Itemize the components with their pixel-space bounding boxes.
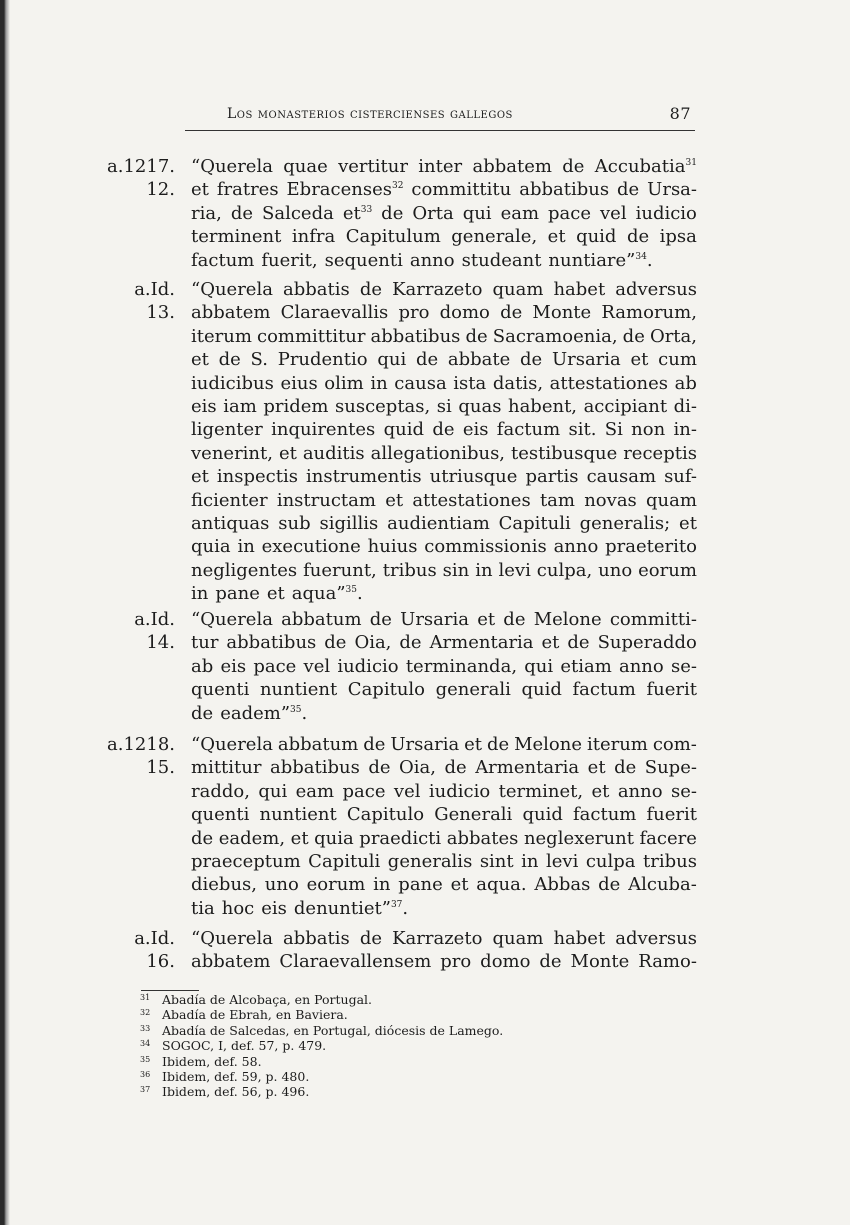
footnote-number: 36 bbox=[140, 1069, 151, 1079]
text-line: abbatem Claraevallensem pro domo de Monte Ramo- bbox=[191, 951, 697, 973]
footnote-number: 35 bbox=[140, 1054, 151, 1064]
footnote-number: 34 bbox=[140, 1039, 151, 1049]
text-line: abbatem Claraevallis pro domo de Monte Ramorum, bbox=[191, 302, 697, 324]
text-line: quenti nuntient Capitulo Generali quid factum fuerit bbox=[191, 804, 697, 826]
text-line: negligentes fuerunt, tribus sin in levi culpa, uno eorum bbox=[191, 559, 697, 581]
footnote bbox=[140, 1069, 660, 1084]
text-line: terminent infra Capitulum generale, et quid de ipsa bbox=[191, 226, 697, 248]
text-line: mittitur abbatibus de Oia, de Armentaria et de Supe- bbox=[191, 757, 697, 779]
margin-date: a.Id. bbox=[134, 609, 175, 630]
text-line: “Querela abbatis de Karrazeto quam habet adversus bbox=[191, 279, 697, 300]
footnote bbox=[140, 992, 660, 1007]
text-line: iudicibus eius olim in causa ista datis, attestationes ab bbox=[191, 372, 697, 394]
text-line: quenti nuntient Capitulo generali quid factum fuerit bbox=[191, 679, 697, 701]
text-line: diebus, uno eorum in pane et aqua. Abbas de Alcuba- bbox=[191, 874, 697, 896]
margin-date: a.Id. bbox=[134, 279, 175, 300]
text-line: ficienter instructam et attestationes tam novas quam bbox=[191, 489, 697, 511]
text-line: in pane et aqua”$^{35}$. bbox=[191, 583, 363, 605]
margin-number: 14. bbox=[146, 632, 175, 654]
text-line: tia hoc eis denuntiet”$^{37}$. bbox=[191, 897, 409, 919]
text-line: ligenter inquirentes quid de eis factum sit. Si non in- bbox=[191, 419, 697, 441]
footnote-number: 32 bbox=[140, 1008, 151, 1018]
footnote bbox=[140, 1007, 660, 1022]
footnote-text: Ibidem, def. 59, p. 480. bbox=[162, 1068, 310, 1084]
footnote-marker[interactable]: 33 bbox=[360, 204, 373, 215]
footnote-number: 33 bbox=[140, 1023, 151, 1033]
footnotes bbox=[140, 992, 660, 1100]
margin-number: 15. bbox=[146, 757, 175, 779]
footnote-text: Ibidem, def. 56, p. 496. bbox=[162, 1084, 310, 1100]
margin-date: a.1218. bbox=[107, 734, 175, 755]
text-line: “Querela abbatis de Karrazeto quam habet adversus bbox=[191, 928, 697, 949]
footnote-marker[interactable]: 32 bbox=[391, 181, 404, 192]
text-line: de eadem, et quia praedicti abbates neglexerunt facere bbox=[191, 827, 697, 849]
text-line: ab eis pace vel iudicio terminanda, qui etiam anno se- bbox=[191, 655, 697, 677]
text-line: de eadem”$^{35}$. bbox=[191, 702, 308, 724]
margin-date: a.1217. bbox=[107, 156, 175, 177]
text-line: “Querela abbatum de Ursaria et de Melone iterum com- bbox=[191, 734, 697, 755]
text-line: venerint, et auditis allegationibus, testibusque receptis bbox=[191, 442, 697, 464]
text-line: “Querela quae vertitur inter abbatem de Accubatia$^{31}$ bbox=[191, 156, 697, 177]
footnote-marker[interactable]: 34 bbox=[635, 251, 647, 262]
footnote bbox=[140, 1038, 660, 1053]
text-line: et fratres Ebracenses$^{32}$ committitu abbatibus de Ursa- bbox=[191, 179, 697, 201]
text-line: factum fuerit, sequenti anno studeant nuntiare”$^{34}$. bbox=[191, 249, 653, 271]
footnote-text: Ibidem, def. 58. bbox=[162, 1053, 262, 1069]
page-number: 87 bbox=[669, 104, 691, 123]
text-line: et de S. Prudentio qui de abbate de Ursaria et cum bbox=[191, 349, 697, 371]
footnote-marker[interactable]: 37 bbox=[390, 899, 403, 910]
footnote-marker[interactable]: 35 bbox=[290, 704, 302, 715]
margin-number: 12. bbox=[146, 179, 175, 201]
text-line: tur abbatibus de Oia, de Armentaria et de Superaddo bbox=[191, 632, 697, 654]
text-line: “Querela abbatum de Ursaria et de Melone committi- bbox=[191, 609, 697, 630]
footnote bbox=[140, 1084, 660, 1099]
text-line: eis iam pridem susceptas, si quas habent, accipiant di- bbox=[191, 396, 697, 417]
footnote-text: Abadía de Salcedas, en Portugal, diócesis de Lamego. bbox=[162, 1022, 504, 1038]
margin-number: 13. bbox=[146, 302, 175, 324]
margin-date: a.Id. bbox=[134, 928, 175, 949]
footnote-text: Abadía de Alcobaça, en Portugal. bbox=[162, 992, 373, 1007]
footnote-text: SOGOC, I, def. 57, p. 479. bbox=[162, 1038, 327, 1054]
text-line: et inspectis instrumentis utriusque partis causam suf- bbox=[191, 466, 697, 488]
footnote-marker[interactable]: 31 bbox=[685, 158, 697, 168]
footnote bbox=[140, 1023, 660, 1038]
text-line: praeceptum Capituli generalis sint in levi culpa tribus bbox=[191, 851, 697, 872]
text-line: antiquas sub sigillis audientiam Capituli generalis; et bbox=[191, 513, 697, 534]
text-line: quia in executione huius commissionis anno praeterito bbox=[191, 536, 697, 558]
text-line: iterum committitur abbatibus de Sacramoenia, de Orta, bbox=[191, 325, 697, 347]
footnote bbox=[140, 1054, 660, 1069]
footnote-number: 37 bbox=[140, 1085, 151, 1095]
footnote-text: Abadía de Ebrah, en Baviera. bbox=[162, 1007, 348, 1023]
text-line: raddo, qui eam pace vel iudicio terminet, et anno se- bbox=[191, 780, 697, 802]
running-title: Los monasterios cistercienses gallegos bbox=[227, 106, 513, 122]
footnote-marker[interactable]: 35 bbox=[345, 585, 357, 596]
footnote-number: 31 bbox=[140, 993, 151, 1002]
margin-number: 16. bbox=[146, 951, 175, 973]
text-line: ria, de Salceda et$^{33}$ de Orta qui eam pace vel iudicio bbox=[191, 202, 697, 224]
running-header bbox=[185, 104, 695, 131]
page-binding-edge bbox=[0, 0, 10, 1225]
